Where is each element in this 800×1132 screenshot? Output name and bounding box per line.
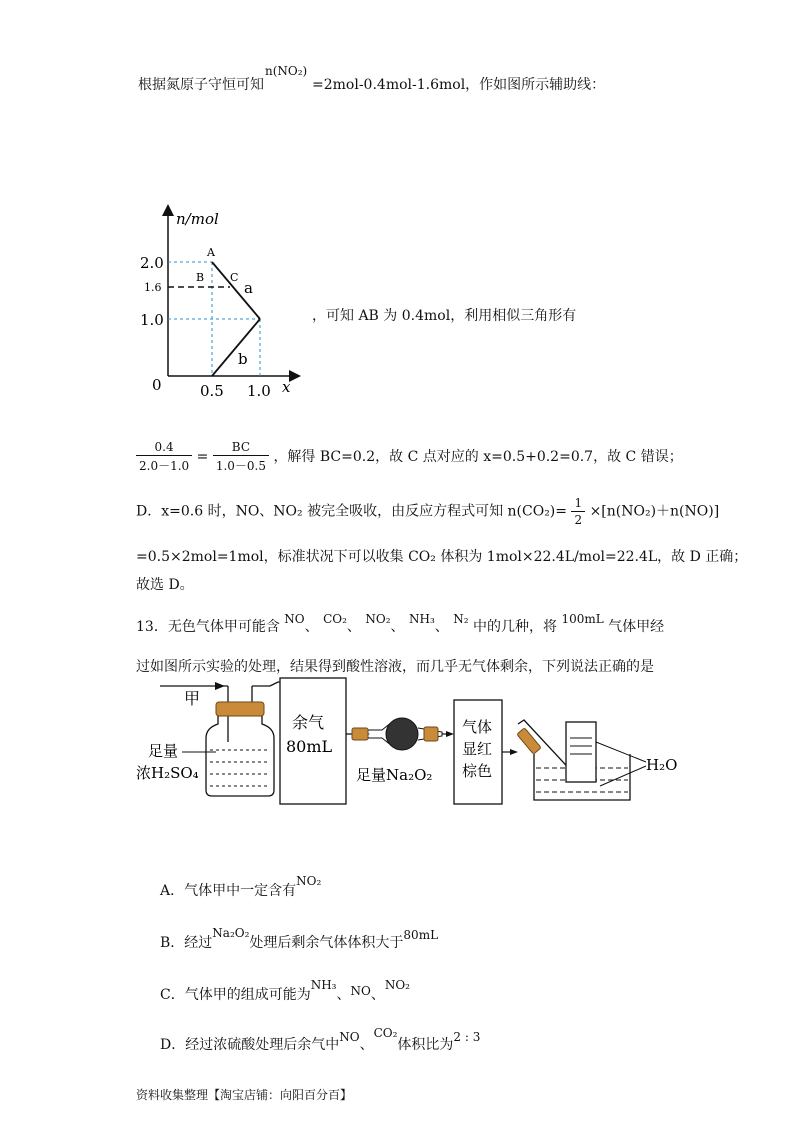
drying-tube xyxy=(352,718,442,750)
solution-line-1 xyxy=(138,74,264,94)
y-tick-0: 0 xyxy=(152,376,162,394)
d-line-2: =0.5×2mol=1mol，标准状况下可以收集 CO₂ 体积为 1mol×22.4L/mol=22.4L，故 D 正确； xyxy=(136,549,748,565)
point-b-label: B xyxy=(196,271,205,284)
wash-bottle xyxy=(206,682,278,796)
x-tick-10: 1.0 xyxy=(247,382,271,400)
d-line-3: 故选 D。 xyxy=(136,577,194,593)
box1-line2: 80mL xyxy=(286,737,333,756)
half-fraction: $\frac{1}{2}$ xyxy=(571,496,585,527)
graph-note: ，可知 AB 为 0.4mol，利用相似三角形有 xyxy=(312,308,577,324)
box1-line1: 余气 xyxy=(292,713,325,732)
option-a: A．气体甲中一定含有NO₂ xyxy=(160,874,322,899)
ratio-conclusion: ，解得 BC=0.2，故 C 点对应的 x=0.5+0.2=0.7，故 C 错误； xyxy=(273,449,683,465)
q13-line-2: 过如图所示实验的处理，结果得到酸性溶液，而几乎无气体剩余，下列说法正确的是 xyxy=(136,659,654,675)
n-no2-expression: n(NO₂) xyxy=(265,64,308,78)
box2-line2: 显红 xyxy=(462,740,493,758)
h2so4-label-1: 足量 xyxy=(148,742,179,760)
x-axis-label: x xyxy=(282,378,291,396)
d-line: D．x=0.6 时，NO、NO₂ 被完全吸收，由反应方程式可知 n(CO₂)= $\frac{1}{2}$ ×[n(NO₂)＋n(NO)] xyxy=(136,496,720,527)
fraction-1: $\frac{0.4}{2.0-1.0}$ xyxy=(136,440,192,474)
point-a-label: A xyxy=(207,246,215,259)
mole-graph xyxy=(130,200,310,410)
water-label: H₂O xyxy=(646,756,678,774)
water-trough xyxy=(517,720,646,800)
na2o2-label: 足量Na₂O₂ xyxy=(356,766,433,784)
y-axis-label: n/mol xyxy=(176,210,219,228)
option-b: B．经过Na₂O₂处理后剩余气体体积大于80mL xyxy=(160,926,439,951)
line1-prefix: 根据氮原子守恒可知 xyxy=(138,77,264,93)
q13-line-1: 13．无色气体甲可能含 NO、 CO₂、 NO₂、 NH₃、 N₂ 中的几种，将 100mL 气体甲经 xyxy=(136,612,665,635)
x-tick-05: 0.5 xyxy=(200,382,224,400)
option-c: C．气体甲的组成可能为NH₃、NO、NO₂ xyxy=(160,978,410,1003)
ratio-line: $\frac{0.4}{2.0-1.0}$ = $\frac{BC}{1.0-0.5}$ ，解得 BC=0.2，故 C 点对应的 x=0.5+0.2=0.7，故 C 错误； xyxy=(136,440,683,474)
option-d: D．经过浓硫酸处理后余气中NO、CO₂体积比为2 : 3 xyxy=(160,1026,481,1053)
curve-b-label: b xyxy=(238,350,248,368)
point-c-label: C xyxy=(230,271,239,284)
line1-suffix: =2mol-0.4mol-1.6mol，作如图所示辅助线： xyxy=(312,77,606,93)
y-tick-16: 1.6 xyxy=(144,281,162,294)
gas-jia-label: 甲 xyxy=(184,689,201,708)
apparatus-diagram xyxy=(130,672,690,812)
box2-line1: 气体 xyxy=(462,718,493,736)
curve-b xyxy=(212,319,260,376)
fraction-2: $\frac{BC}{1.0-0.5}$ xyxy=(213,440,269,474)
y-tick-2: 2.0 xyxy=(140,254,164,272)
curve-a-label: a xyxy=(244,279,253,297)
h2so4-label-2: 浓H₂SO₄ xyxy=(136,764,199,782)
y-tick-1: 1.0 xyxy=(140,311,164,329)
footer: 资料收集整理【淘宝店铺：向阳百分百】 xyxy=(136,1088,353,1102)
box2-line3: 棕色 xyxy=(462,762,493,780)
